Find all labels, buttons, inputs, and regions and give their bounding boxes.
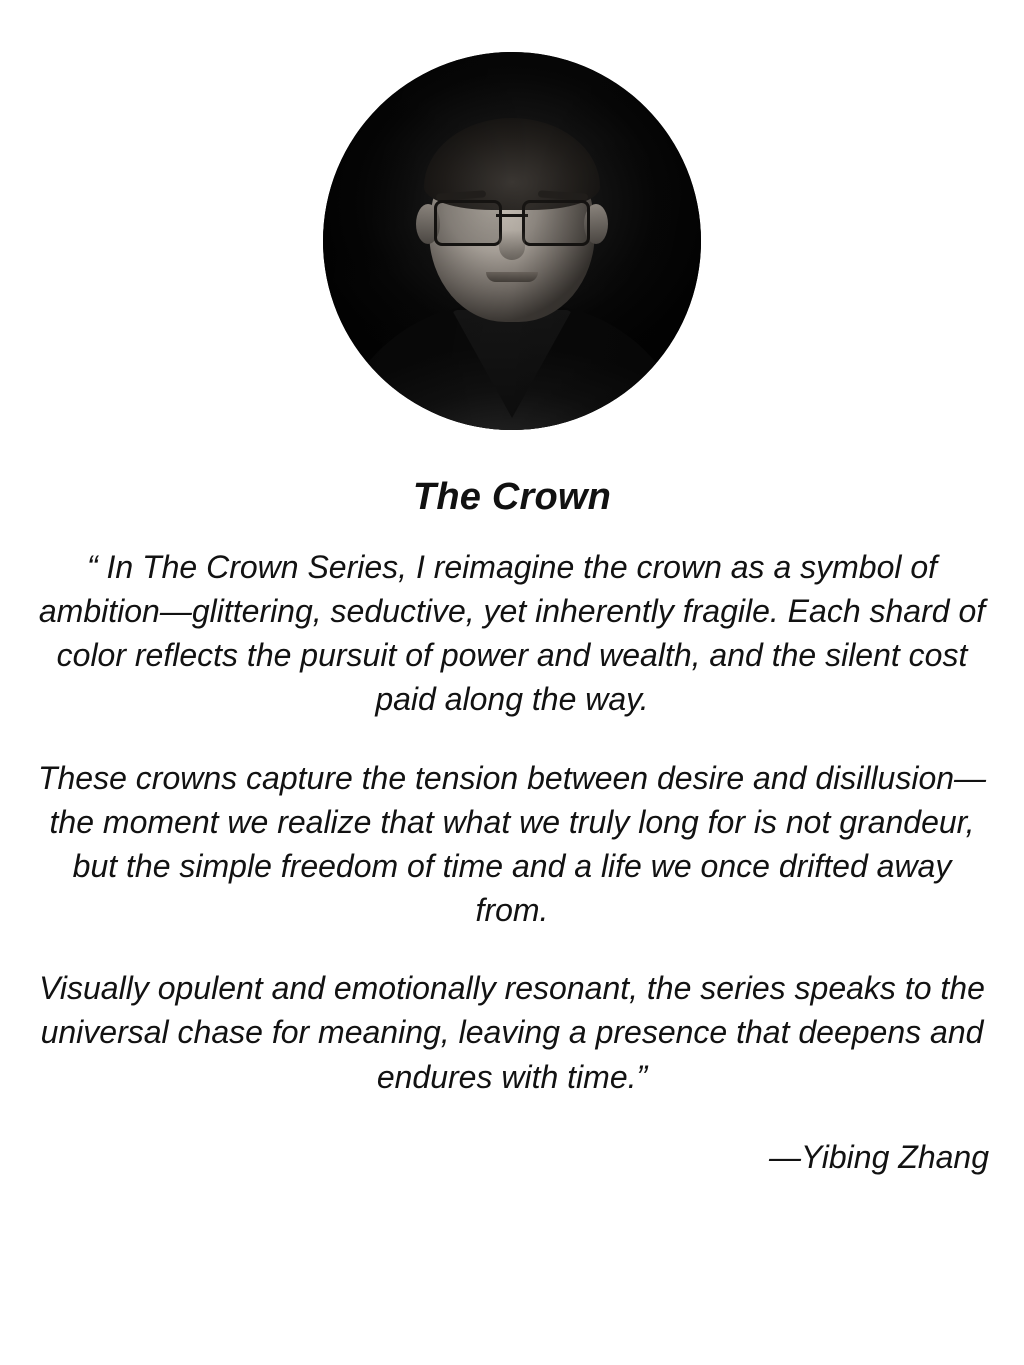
portrait-container [323,52,701,430]
glasses-lens-right [522,200,590,246]
artist-portrait-photo [323,52,701,430]
figure-mouth [486,272,538,282]
portrait-figure [323,52,701,430]
page-title: The Crown [412,476,612,518]
figure-nose [499,230,525,260]
artist-statement [32,545,992,1099]
statement-paragraph: These crowns capture the tension between desire and disillusion—the moment we realize that what we truly long for is not grandeur, but the simple freedom of time and a life we once drifted away from. [37,759,987,929]
statement-paragraph: “ In The Crown Series, I reimagine the crown as a symbol of ambition—glittering, seductive, yet inherently fragile. Each shard of color reflects the pursuit of power and wealth, and the silent cost paid along the way. [38,549,986,718]
artist-signature: —Yibing Zhang [769,1138,989,1175]
glasses-lens-left [434,200,502,246]
statement-paragraph: Visually opulent and emotionally resonant, the series speaks to the universal chase for meaning, leaving a presence that deepens and endures with time.” [39,970,985,1095]
